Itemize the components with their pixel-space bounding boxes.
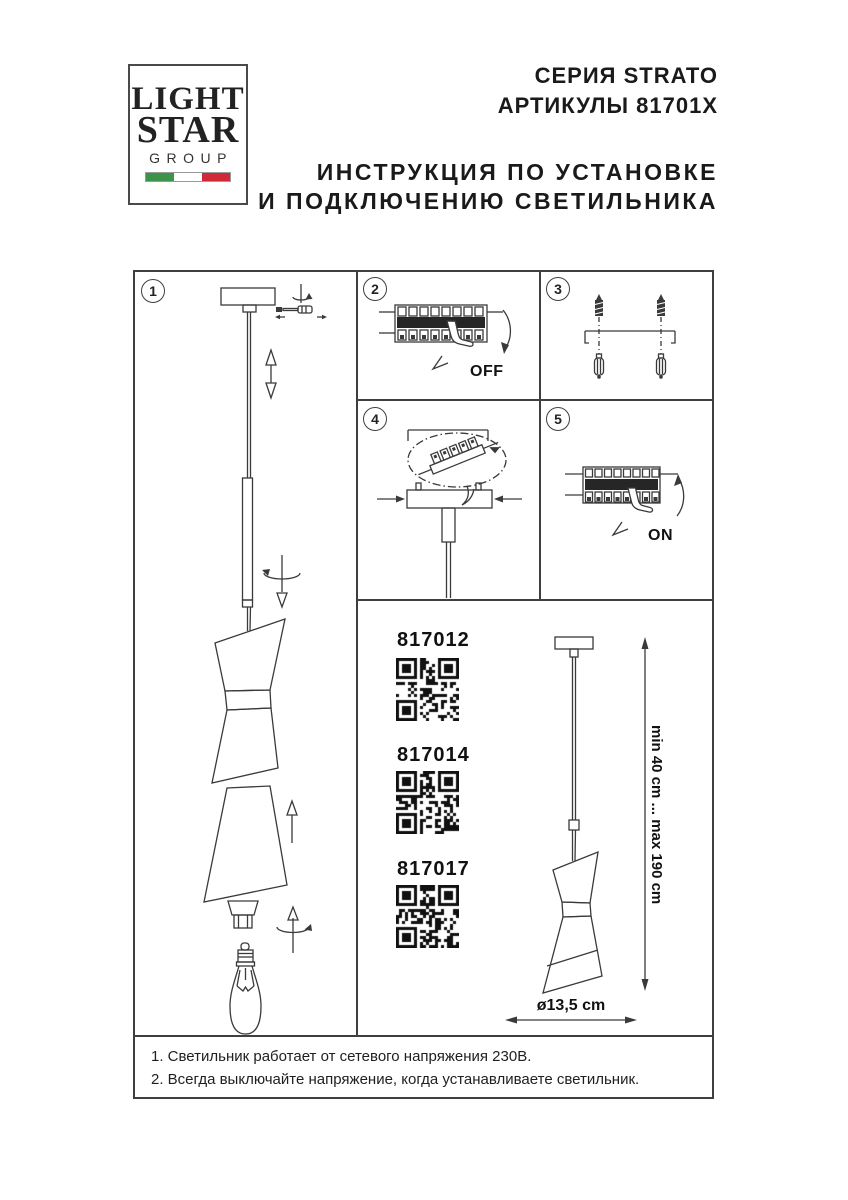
footer-note-2: 2. Всегда выключайте напряжение, когда устанавливаете светильник. bbox=[151, 1071, 640, 1088]
article-label-817017: 817017 bbox=[397, 858, 470, 880]
pendant-exploded-drawing bbox=[133, 270, 357, 1036]
flag-green bbox=[146, 173, 174, 181]
height-range-label: min 40 cm ... max 190 cm bbox=[648, 725, 665, 905]
step-4-number: 4 bbox=[363, 407, 387, 431]
pointing-hand-icon bbox=[433, 321, 473, 369]
series-title: СЕРИЯ STRATO bbox=[534, 63, 718, 88]
canopy-mounted bbox=[407, 483, 492, 598]
screw-in-arrow-icon bbox=[277, 907, 312, 953]
breaker-switch-row bbox=[397, 307, 485, 340]
step-2-number: 2 bbox=[363, 277, 387, 301]
logo-word-group: GROUP bbox=[149, 150, 233, 166]
diameter-dimension-line bbox=[505, 1017, 637, 1024]
footer-note-1: 1. Светильник работает от сетевого напряжения 230В. bbox=[151, 1048, 532, 1065]
lift-arrow-icon bbox=[287, 801, 297, 843]
push-in-arrow-left-icon bbox=[377, 496, 405, 503]
articles-title: АРТИКУЛЫ 81701X bbox=[497, 93, 718, 118]
wiring-detail-bubble bbox=[408, 429, 506, 505]
height-adjust-arrow-icon bbox=[266, 350, 276, 398]
logo-word-light: LIGHT bbox=[131, 81, 245, 117]
push-in-arrow-right-icon bbox=[494, 496, 522, 503]
mounting-screw-left bbox=[595, 294, 603, 354]
title-block bbox=[258, 61, 718, 216]
ceiling-canopy bbox=[221, 288, 275, 312]
instruction-title-line1: ИНСТРУКЦИЯ ПО УСТАНОВКЕ bbox=[316, 159, 718, 185]
mounting-screw-right bbox=[657, 294, 665, 354]
rotate-and-lower-arrow-icon bbox=[262, 555, 300, 607]
breaker-on-drawing bbox=[540, 400, 714, 600]
italian-flag-icon bbox=[145, 172, 231, 182]
turn-on-arrow-icon bbox=[674, 474, 684, 516]
canopy-mounting-drawing bbox=[357, 400, 540, 600]
wall-anchor-right bbox=[657, 354, 666, 379]
on-label: ON bbox=[648, 527, 673, 544]
pendant-outline bbox=[543, 637, 602, 993]
logo-word-star: STAR bbox=[136, 109, 240, 151]
wall-anchor-left bbox=[595, 354, 604, 379]
lightstar-logo bbox=[128, 64, 248, 205]
step-5-number: 5 bbox=[546, 407, 570, 431]
breaker-switch-row bbox=[585, 469, 659, 502]
instruction-title-line2: И ПОДКЛЮЧЕНИЮ СВЕТИЛЬНИКА bbox=[258, 188, 718, 214]
bowtie-shade bbox=[212, 619, 285, 783]
cone-shade bbox=[204, 786, 287, 902]
diameter-label: ø13,5 cm bbox=[536, 997, 606, 1014]
step-1-number: 1 bbox=[141, 279, 165, 303]
candle-bulb bbox=[230, 943, 261, 1034]
screws-anchors-drawing bbox=[540, 270, 714, 400]
article-label-817012: 817012 bbox=[397, 629, 470, 651]
breaker-off-drawing bbox=[357, 270, 540, 400]
flag-white bbox=[174, 173, 202, 181]
flag-red bbox=[202, 173, 230, 181]
pointing-hand-icon bbox=[613, 488, 653, 535]
article-label-817014: 817014 bbox=[397, 744, 470, 766]
locking-screw-and-screwdriver-icon bbox=[275, 284, 327, 319]
step-3-number: 3 bbox=[546, 277, 570, 301]
off-label: OFF bbox=[470, 363, 504, 380]
turn-off-arrow-icon bbox=[501, 310, 510, 354]
lamp-socket bbox=[228, 901, 258, 928]
suspension-rod bbox=[243, 312, 253, 631]
